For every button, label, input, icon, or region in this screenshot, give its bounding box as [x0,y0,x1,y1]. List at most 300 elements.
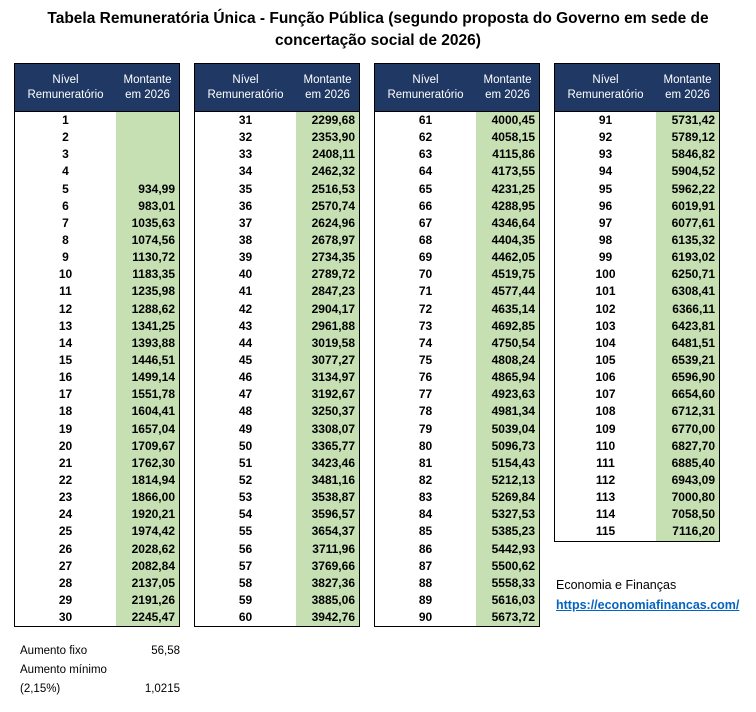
level-cell: 55 [238,524,253,539]
level-cell: 106 [595,370,616,385]
amount-cell: 3308,07 [296,421,359,438]
table-row [195,301,359,318]
level-cell: 18 [58,404,73,419]
table-row [375,472,539,489]
amount-cell: 6712,31 [656,403,719,420]
level-cell: 12 [58,301,73,316]
level-cell: 91 [598,113,613,127]
amount-cell: 2462,32 [296,163,359,180]
level-cell: 53 [238,490,253,505]
amount-cell: 3423,46 [296,455,359,472]
level-cell: 11 [59,284,72,299]
amount-cell: 3019,58 [296,335,359,352]
level-cell: 19 [58,421,73,436]
table-row [375,129,539,146]
level-cell: 10 [58,267,73,282]
amount-cell [116,112,179,129]
table-row [15,215,179,232]
table-row [195,609,359,626]
level-cell: 51 [238,455,253,470]
salary-table-3 [374,63,540,627]
table-row [555,489,719,506]
salary-table-2 [194,63,360,627]
amount-cell: 983,01 [116,198,179,215]
level-cell: 3 [62,147,69,162]
table-row [555,506,719,523]
table-row [15,369,179,386]
level-cell: 111 [596,455,615,470]
level-cell: 24 [58,507,73,522]
table-row [15,352,179,369]
table-row [195,146,359,163]
table-row [555,198,719,215]
amount-column-header: Montante em 2026 [303,73,352,101]
amount-cell: 3481,16 [296,472,359,489]
level-cell: 74 [418,335,433,350]
amount-cell: 4808,24 [476,352,539,369]
level-cell: 1 [62,113,69,127]
amount-cell [116,129,179,146]
table-row [375,266,539,283]
amount-cell: 5962,22 [656,181,719,198]
amount-cell: 1393,88 [116,335,179,352]
table-row [15,318,179,335]
table-row [375,541,539,558]
amount-cell: 3077,27 [296,352,359,369]
level-cell: 15 [58,352,73,367]
level-cell: 72 [418,301,433,316]
table-row [15,403,179,420]
amount-cell: 6423,81 [656,318,719,335]
amount-cell: 2299,68 [296,112,359,129]
amount-cell: 4750,54 [476,335,539,352]
table-row [555,266,719,283]
amount-cell: 1762,30 [116,455,179,472]
amount-cell: 6135,32 [656,232,719,249]
column-1 [14,63,180,627]
amount-cell: 3365,77 [296,438,359,455]
table-row [15,249,179,266]
table-row [195,181,359,198]
level-cell: 47 [238,387,253,402]
table-body [195,112,359,626]
amount-cell: 4000,45 [476,112,539,129]
level-cell: 110 [595,438,616,453]
min-increase-label: Aumento mínimo [20,664,107,677]
table-row [15,163,179,180]
table-row [555,335,719,352]
amount-cell: 4981,34 [476,403,539,420]
page-title [0,0,756,52]
table-row [15,541,179,558]
level-cell: 89 [418,592,433,607]
amount-cell: 6654,60 [656,386,719,403]
table-row [15,523,179,540]
table-row [375,198,539,215]
level-cell: 20 [58,438,73,453]
table-row [15,232,179,249]
level-cell: 114 [595,507,616,522]
table-row [15,506,179,523]
level-cell: 78 [418,404,433,419]
amount-cell: 1866,00 [116,489,179,506]
table-row [555,318,719,335]
amount-cell: 1920,21 [116,506,179,523]
table-row [195,249,359,266]
level-cell: 104 [595,335,616,350]
table-row [15,472,179,489]
level-column-header: Nível Remuneratório [567,73,644,101]
table-row [555,369,719,386]
level-cell: 36 [238,198,253,213]
level-column-header: Nível Remuneratório [387,73,464,101]
amount-cell: 2847,23 [296,283,359,300]
amount-cell [116,146,179,163]
table-body [15,112,179,626]
level-cell: 39 [238,250,253,265]
level-cell: 56 [238,541,253,556]
amount-cell: 6077,61 [656,215,719,232]
level-column-header: Nível Remuneratório [27,73,104,101]
column-2 [194,63,360,627]
amount-cell: 5442,93 [476,541,539,558]
amount-cell: 4865,94 [476,369,539,386]
table-row [15,181,179,198]
amount-cell: 7116,20 [656,523,719,540]
table-row [555,455,719,472]
table-row [15,198,179,215]
level-cell: 103 [595,318,616,333]
table-body [375,112,539,626]
amount-cell: 6943,09 [656,472,719,489]
source-link[interactable]: https://economiafinancas.com/ [556,597,740,612]
level-cell: 32 [238,130,253,145]
table-row [555,163,719,180]
table-row [15,438,179,455]
table-row [555,301,719,318]
level-cell: 64 [418,164,433,179]
amount-cell: 6366,11 [656,301,719,318]
table-row [375,181,539,198]
amount-cell: 1709,67 [116,438,179,455]
min-increase-label-row [20,661,180,680]
level-cell: 71 [418,284,433,299]
amount-cell: 2516,53 [296,181,359,198]
fixed-increase-row [20,642,180,661]
amount-cell: 4346,64 [476,215,539,232]
amount-cell: 4058,15 [476,129,539,146]
level-cell: 112 [595,472,616,487]
level-cell: 95 [598,181,613,196]
table-row [375,249,539,266]
table-row [15,129,179,146]
amount-cell: 3192,67 [296,386,359,403]
amount-cell: 4231,25 [476,181,539,198]
level-cell: 102 [595,301,616,316]
table-row [375,455,539,472]
amount-column-header: Montante em 2026 [663,73,712,101]
table-row [375,609,539,626]
table-row [195,489,359,506]
level-cell: 93 [598,147,613,162]
amount-cell: 1657,04 [116,421,179,438]
page-title-line1: Tabela Remuneratória Única - Função Pública (segundo proposta do Governo em sede de [47,10,709,27]
amount-cell: 4115,86 [476,146,539,163]
amount-cell: 4923,63 [476,386,539,403]
amount-cell: 5327,53 [476,506,539,523]
table-row [195,575,359,592]
level-cell: 59 [238,592,253,607]
table-row [195,163,359,180]
table-row [195,318,359,335]
table-row [555,232,719,249]
level-cell: 96 [598,198,613,213]
amount-cell: 3942,76 [296,609,359,626]
level-cell: 48 [238,404,253,419]
level-cell: 9 [62,250,69,265]
amount-cell: 2137,05 [116,575,179,592]
table-row [15,455,179,472]
level-cell: 16 [58,370,73,385]
table-row [15,489,179,506]
amount-cell: 4692,85 [476,318,539,335]
level-cell: 5 [62,181,69,196]
level-cell: 113 [595,490,616,505]
level-cell: 61 [418,113,433,127]
source-block [554,575,740,615]
table-row [195,215,359,232]
level-cell: 43 [238,318,253,333]
amount-cell: 5500,62 [476,558,539,575]
salary-table-4 [554,63,720,542]
amount-cell: 5385,23 [476,523,539,540]
increase-block [20,642,180,699]
amount-cell: 2570,74 [296,198,359,215]
page-title-line2: concertação social de 2026) [275,32,481,49]
table-row [375,163,539,180]
amount-cell: 2191,26 [116,592,179,609]
amount-cell: 4577,44 [476,283,539,300]
table-header [555,64,719,112]
amount-cell: 5789,12 [656,129,719,146]
level-cell: 31 [238,113,253,127]
table-row [15,301,179,318]
level-cell: 77 [418,387,433,402]
level-cell: 33 [238,147,253,162]
table-row [375,301,539,318]
amount-cell: 2789,72 [296,266,359,283]
level-cell: 46 [238,370,253,385]
amount-cell: 1035,63 [116,215,179,232]
level-cell: 13 [58,318,73,333]
table-row [375,438,539,455]
level-cell: 69 [418,250,433,265]
level-cell: 70 [418,267,433,282]
level-cell: 107 [595,387,616,402]
table-row [195,455,359,472]
level-cell: 83 [418,490,433,505]
amount-cell: 4288,95 [476,198,539,215]
table-row [195,438,359,455]
amount-cell: 6596,90 [656,369,719,386]
table-row [375,146,539,163]
level-cell: 17 [58,387,73,402]
level-cell: 52 [238,472,253,487]
column-4 [554,63,740,615]
amount-cell: 5846,82 [656,146,719,163]
table-row [375,489,539,506]
level-cell: 86 [418,541,433,556]
amount-cell: 6250,71 [656,266,719,283]
level-cell: 44 [238,335,253,350]
amount-cell: 1341,25 [116,318,179,335]
amount-cell: 5731,42 [656,112,719,129]
level-cell: 73 [418,318,433,333]
level-cell: 66 [418,198,433,213]
level-cell: 68 [418,232,433,247]
level-cell: 60 [238,610,253,625]
level-cell: 26 [58,541,73,556]
level-cell: 99 [598,250,613,265]
level-cell: 81 [418,455,433,470]
table-row [195,523,359,540]
table-row [375,283,539,300]
amount-column-header: Montante em 2026 [123,73,172,101]
level-cell: 108 [595,404,616,419]
amount-cell: 5616,03 [476,592,539,609]
table-row [375,523,539,540]
min-increase-percent: (2,15%) [20,683,61,696]
table-row [15,283,179,300]
table-row [375,318,539,335]
level-cell: 94 [598,164,613,179]
amount-cell: 1183,35 [116,266,179,283]
table-header [375,64,539,112]
min-increase-value: 1,0215 [144,683,180,696]
level-cell: 90 [418,610,433,625]
column-3 [374,63,540,627]
table-row [555,129,719,146]
amount-cell: 4519,75 [476,266,539,283]
table-row [375,112,539,129]
amount-cell: 1499,14 [116,369,179,386]
table-row [375,558,539,575]
level-cell: 2 [62,130,69,145]
amount-cell: 4404,35 [476,232,539,249]
table-row [555,523,719,540]
amount-cell: 2028,62 [116,541,179,558]
table-row [555,146,719,163]
table-row [555,181,719,198]
level-cell: 58 [238,575,253,590]
table-row [195,112,359,129]
table-row [555,403,719,420]
amount-cell: 2678,97 [296,232,359,249]
amount-cell: 3250,37 [296,403,359,420]
level-cell: 40 [238,267,253,282]
level-cell: 22 [58,472,73,487]
table-row [555,352,719,369]
table-row [195,386,359,403]
amount-cell: 6193,02 [656,249,719,266]
table-row [15,592,179,609]
level-cell: 6 [62,198,69,213]
amount-cell: 1130,72 [116,249,179,266]
level-cell: 100 [595,267,616,282]
level-cell: 8 [62,232,69,247]
level-cell: 109 [595,421,616,436]
amount-cell: 3654,37 [296,523,359,540]
table-row [15,386,179,403]
fixed-increase-label: Aumento fixo [20,645,88,658]
table-row [555,112,719,129]
amount-cell: 5269,84 [476,489,539,506]
tables-container [14,63,756,627]
amount-cell: 4635,14 [476,301,539,318]
table-row [195,592,359,609]
amount-cell: 6019,91 [656,198,719,215]
level-cell: 25 [58,524,73,539]
table-row [555,215,719,232]
table-row [375,421,539,438]
level-cell: 4 [62,164,69,179]
amount-cell: 2408,11 [296,146,359,163]
amount-cell: 3538,87 [296,489,359,506]
amount-cell: 6481,51 [656,335,719,352]
amount-cell: 4173,55 [476,163,539,180]
amount-cell: 2245,47 [116,609,179,626]
amount-cell: 2904,17 [296,301,359,318]
table-row [15,112,179,129]
table-row [375,386,539,403]
amount-cell: 4462,05 [476,249,539,266]
level-cell: 29 [58,592,73,607]
table-row [375,506,539,523]
level-cell: 27 [58,558,73,573]
level-cell: 35 [238,181,253,196]
table-row [555,438,719,455]
level-cell: 23 [58,490,73,505]
level-cell: 101 [595,284,616,299]
table-row [375,592,539,609]
table-row [195,558,359,575]
level-cell: 28 [58,575,73,590]
amount-cell: 1604,41 [116,403,179,420]
table-row [195,369,359,386]
level-cell: 84 [418,507,433,522]
level-cell: 7 [62,215,69,230]
amount-cell: 1074,56 [116,232,179,249]
amount-cell: 3711,96 [296,541,359,558]
level-cell: 80 [418,438,433,453]
table-row [195,541,359,558]
table-row [15,335,179,352]
table-row [15,609,179,626]
amount-cell: 5558,33 [476,575,539,592]
level-cell: 105 [595,352,616,367]
table-row [195,506,359,523]
level-cell: 21 [58,455,73,470]
level-cell: 42 [238,301,253,316]
level-cell: 62 [418,130,433,145]
amount-cell: 1974,42 [116,523,179,540]
level-cell: 14 [58,335,73,350]
amount-cell: 1235,98 [116,283,179,300]
amount-column-header: Montante em 2026 [483,73,532,101]
amount-cell: 7058,50 [656,506,719,523]
amount-cell: 5096,73 [476,438,539,455]
level-cell: 45 [238,352,253,367]
